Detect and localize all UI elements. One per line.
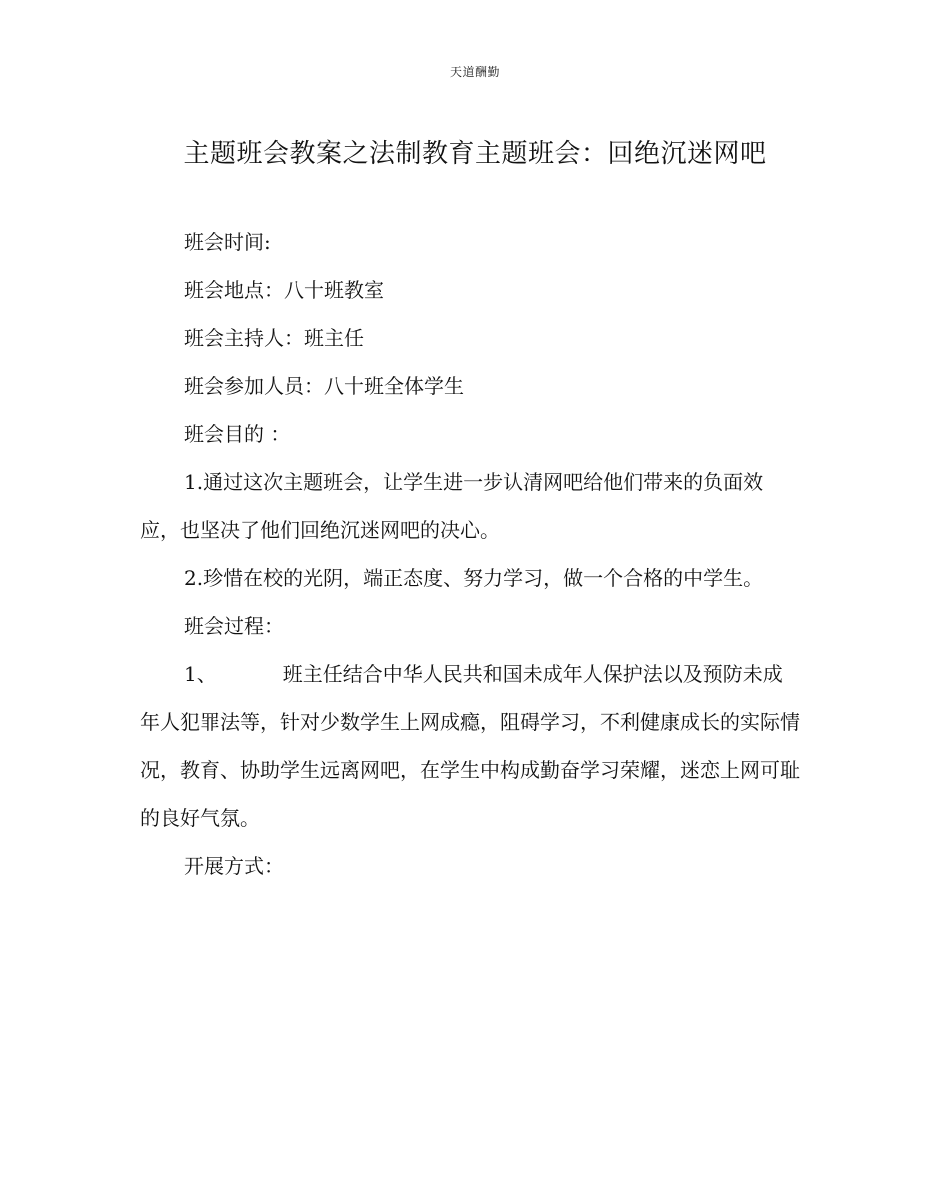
meeting-time: 班会时间: bbox=[184, 230, 271, 254]
purpose-item-2: 2.珍惜在校的光阴，端正态度、努力学习，做一个合格的中学生。 bbox=[184, 566, 764, 590]
document-body bbox=[140, 218, 800, 890]
meeting-participants: 班会参加人员：八十班全体学生 bbox=[184, 374, 464, 398]
purpose-item-1: 1.通过这次主题班会，让学生进一步认清网吧给他们带来的负面效应，也坚决了他们回绝沉迷网吧的决心。 bbox=[140, 470, 764, 542]
process-item-1 bbox=[140, 650, 800, 842]
purpose-heading: 班会目的 ： bbox=[184, 422, 291, 446]
meeting-place: 班会地点：八十班教室 bbox=[184, 278, 384, 302]
meeting-host: 班会主持人：班主任 bbox=[184, 326, 364, 350]
process-item-text: 班主任结合中华人民共和国未成年人保护法以及预防未成年人犯罪法等，针对少数学生上网成瘾，阻碍学习，不利健康成长的实际情况，教育、协助学生远离网吧，在学生中构成勤奋学习荣耀，迷恋上网可耻的良好气氛。 bbox=[140, 662, 800, 830]
document-title: 主题班会教案之法制教育主题班会：回绝沉迷网吧 bbox=[183, 139, 767, 169]
process-heading: 班会过程： bbox=[184, 614, 284, 638]
method-heading: 开展方式： bbox=[184, 854, 284, 878]
process-item-number: 1、 bbox=[184, 662, 217, 686]
page-header: 天道酬勤 bbox=[449, 65, 500, 79]
